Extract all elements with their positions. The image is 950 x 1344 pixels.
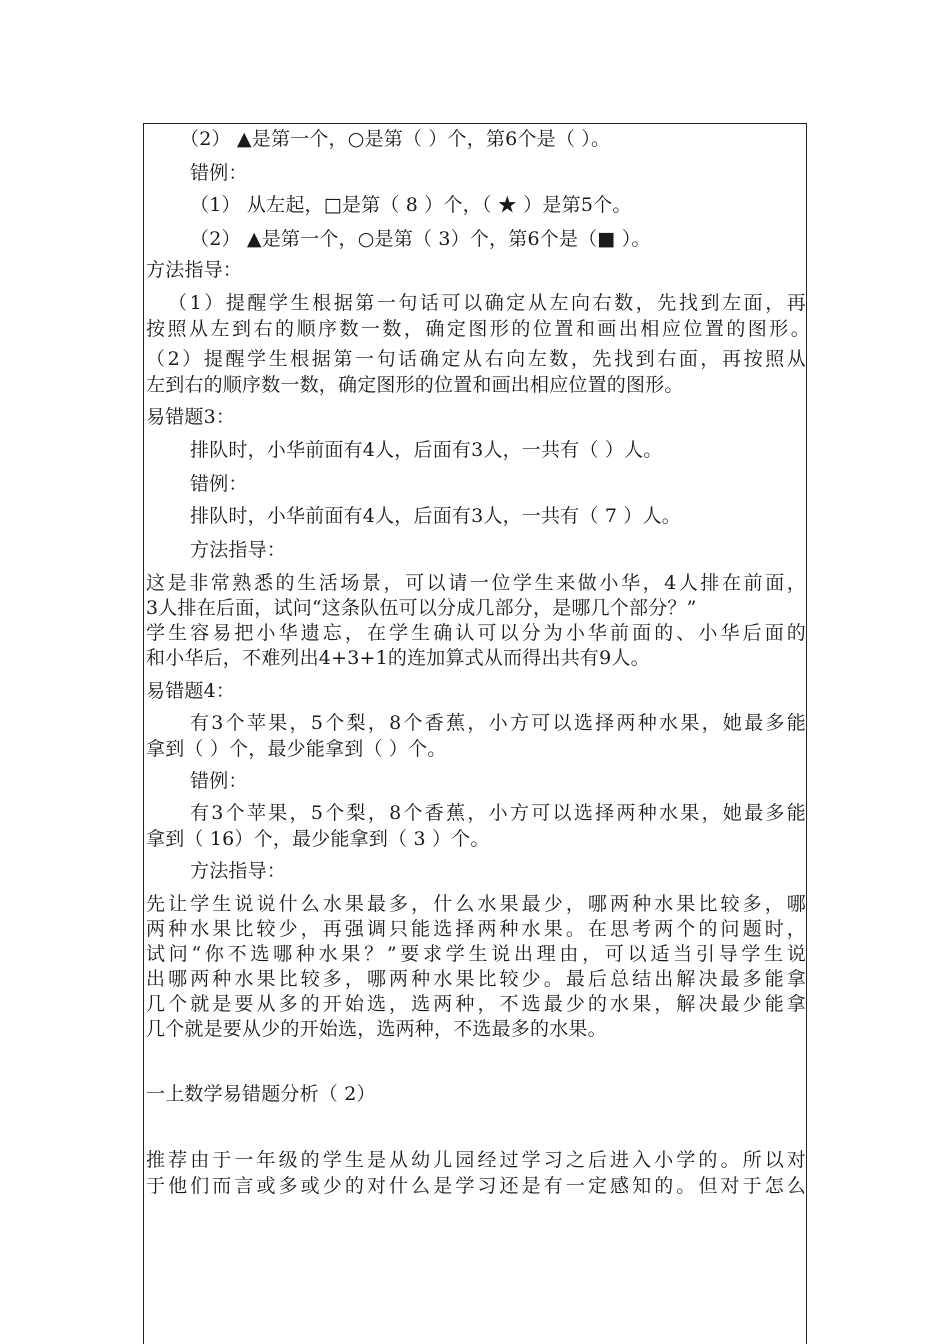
method-paragraph-line: 学生容易把小华遗忘，在学生确认可以分为小华前面的、小华后面的 xyxy=(146,622,806,644)
method-paragraph-line: 这是非常熟悉的生活场景，可以请一位学生来做小华，4人排在前面， xyxy=(146,572,806,594)
error-example-heading: 错例： xyxy=(190,770,248,792)
question-4-text: 有3个苹果，5个梨，8个香蕉，小方可以选择两种水果，她最多能 xyxy=(190,712,806,734)
method-paragraph-line: 出哪两种水果比较多，哪两种水果比较少。最后总结出解决最多能拿 xyxy=(146,968,806,990)
method-paragraph-line: 两种水果比较少，再强调只能选择两种水果。在思考两个的问题时， xyxy=(146,918,806,940)
method-guide-heading: 方法指导： xyxy=(146,259,243,281)
method-paragraph-line: 几个就是要从少的开始选，选两种，不选最多的水果。 xyxy=(146,1018,607,1040)
method-paragraph-line: 3人排在后面，试问“这条队伍可以分成几部分，是哪几个部分？” xyxy=(146,597,697,619)
error-example-heading: 错例： xyxy=(190,473,248,495)
method-paragraph-line: 几个就是要从多的开始选，选两种，不选最少的水果，解决最少能拿 xyxy=(146,993,806,1015)
section-title: 一上数学易错题分析（ 2） xyxy=(146,1083,376,1105)
method-guide-heading: 方法指导： xyxy=(190,860,287,882)
intro-paragraph-line: 推荐由于一年级的学生是从幼儿园经过学习之后进入小学的。所以对 xyxy=(146,1149,806,1171)
method-paragraph-line: 左到右的顺序数一数，确定图形的位置和画出相应位置的图形。 xyxy=(146,374,684,396)
method-paragraph-line: 按照从左到右的顺序数一数，确定图形的位置和画出相应位置的图形。 xyxy=(146,318,810,340)
error-example-2: （2） ▲是第一个，○是第（ 3）个，第6个是（■ ）。 xyxy=(190,228,651,250)
question-4-error-example: 有3个苹果，5个梨，8个香蕉，小方可以选择两种水果，她最多能 xyxy=(190,802,806,824)
intro-paragraph-line: 于他们而言或多或少的对什么是学习还是有一定感知的。但对于怎么 xyxy=(146,1175,806,1197)
error-example-1: （1） 从左起，□是第（ 8 ）个，（ ★ ）是第5个。 xyxy=(190,194,632,216)
method-paragraph-line: （1）提醒学生根据第一句话可以确定从左向右数，先找到左面，再 xyxy=(168,292,806,314)
method-paragraph-line: 先让学生说说什么水果最多，什么水果最少，哪两种水果比较多，哪 xyxy=(146,893,806,915)
method-paragraph-line: 和小华后，不难列出4+3+1的连加算式从而得出共有9人。 xyxy=(146,647,650,669)
question-4-text: 拿到（ ）个，最少能拿到（ ）个。 xyxy=(146,738,447,760)
error-question-3-heading: 易错题3： xyxy=(146,406,236,428)
question-4-error-example: 拿到（ 16）个，最少能拿到（ 3 ）个。 xyxy=(146,828,490,850)
question-3-error-example: 排队时，小华前面有4人，后面有3人，一共有（ 7 ）人。 xyxy=(190,505,681,527)
question-2-line: （2） ▲是第一个，○是第（ ）个，第6个是（ ）。 xyxy=(180,128,611,150)
error-example-heading: 错例： xyxy=(190,162,248,184)
method-guide-heading: 方法指导： xyxy=(190,539,287,561)
error-question-4-heading: 易错题4： xyxy=(146,680,236,702)
method-paragraph-line: 试问“你不选哪种水果？”要求学生说出理由，可以适当引导学生说 xyxy=(146,943,806,965)
method-paragraph-line: （2）提醒学生根据第一句话确定从右向左数，先找到右面，再按照从 xyxy=(146,348,806,370)
question-3-text: 排队时，小华前面有4人，后面有3人，一共有（ ）人。 xyxy=(190,439,663,461)
